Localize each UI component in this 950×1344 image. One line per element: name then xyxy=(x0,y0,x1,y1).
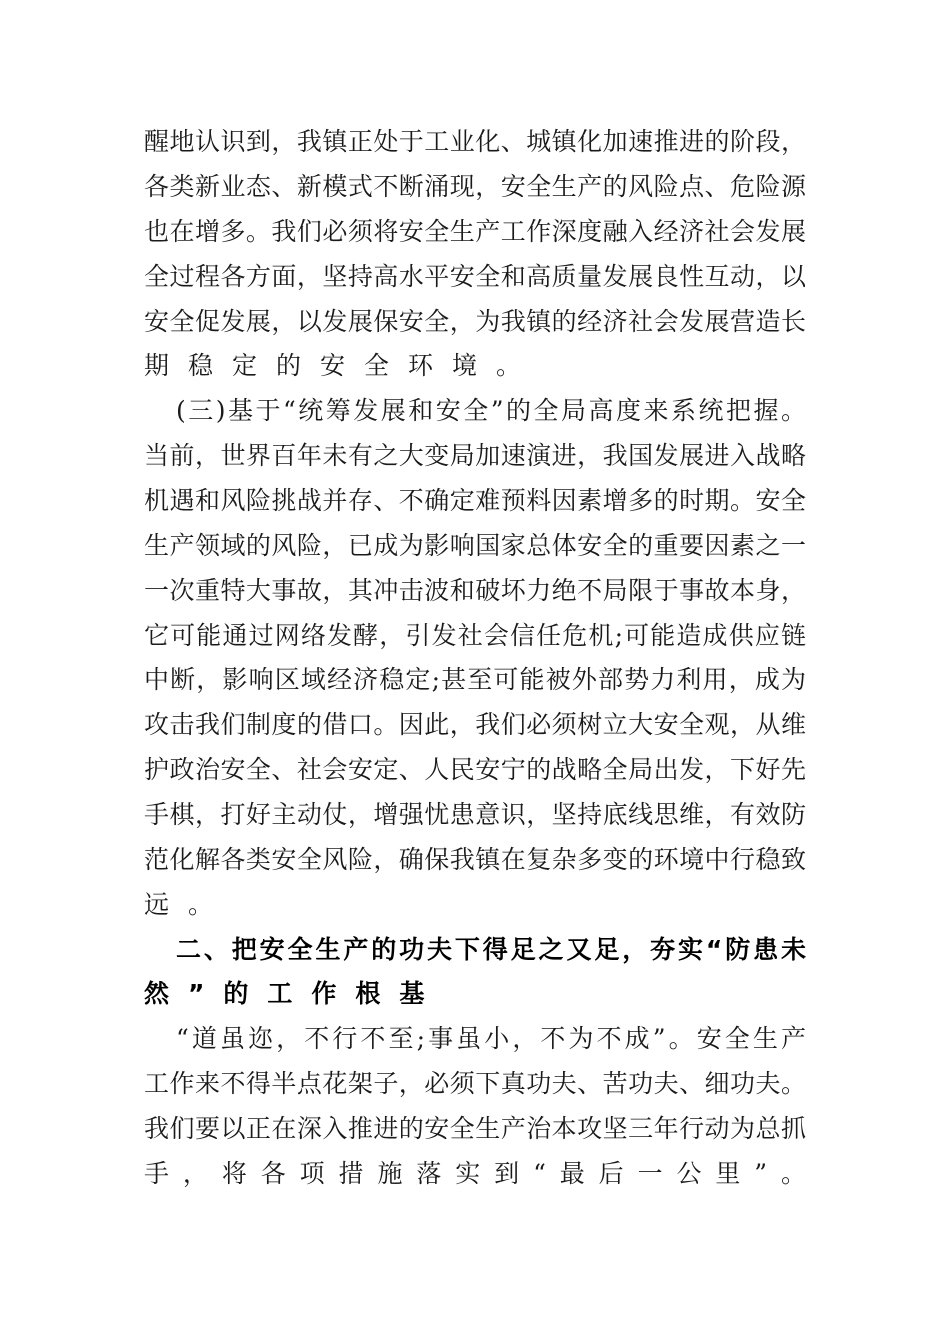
text-line: 它可能通过网络发酵，引发社会信任危机;可能造成供应链 xyxy=(144,621,806,650)
text-line: “道虽迩，不行不至;事虽小，不为不成”。安全生产 xyxy=(176,1024,806,1053)
text-line: 范化解各类安全风险，确保我镇在复杂多变的环境中行稳致 xyxy=(144,845,806,874)
text-line: 当前，世界百年未有之大变局加速演进，我国发展进入战略 xyxy=(144,441,806,470)
text-line: 护政治安全、社会安定、人民安宁的战略全局出发，下好先 xyxy=(144,755,806,784)
text-line: 机遇和风险挑战并存、不确定难预料因素增多的时期。安全 xyxy=(144,486,806,515)
text-line: 然”的工作根基 xyxy=(144,979,444,1008)
text-line: 安全促发展，以发展保安全，为我镇的经济社会发展营造长 xyxy=(144,307,806,336)
text-line: 攻击我们制度的借口。因此，我们必须树立大安全观，从维 xyxy=(144,710,806,739)
text-line: 醒地认识到，我镇正处于工业化、城镇化加速推进的阶段， xyxy=(144,127,806,156)
text-line: 各类新业态、新模式不断涌现，安全生产的风险点、危险源 xyxy=(144,172,806,201)
text-line: 中断，影响区域经济稳定;甚至可能被外部势力利用，成为 xyxy=(144,665,806,694)
text-line: 我们要以正在深入推进的安全生产治本攻坚三年行动为总抓 xyxy=(144,1114,806,1143)
text-line: 二、把安全生产的功夫下得足之又足，夯实“防患未 xyxy=(176,935,806,964)
text-line: 生产领域的风险，已成为影响国家总体安全的重要因素之一 xyxy=(144,531,806,560)
text-line: 工作来不得半点花架子，必须下真功夫、苦功夫、细功夫。 xyxy=(144,1069,806,1098)
text-line: 手，将各项措施落实到“最后一公里”。 xyxy=(144,1159,806,1188)
text-line: (三)基于“统筹发展和安全”的全局高度来系统把握。 xyxy=(176,396,806,425)
text-line: 远。 xyxy=(144,890,233,919)
text-line: 手棋，打好主动仗，增强忧患意识，坚持底线思维，有效防 xyxy=(144,800,806,829)
text-line: 一次重特大事故，其冲击波和破坏力绝不局限于事故本身， xyxy=(144,576,806,605)
text-line: 期稳定的安全环境。 xyxy=(144,351,541,380)
text-line: 也在增多。我们必须将安全生产工作深度融入经济社会发展 xyxy=(144,217,806,246)
text-line: 全过程各方面，坚持高水平安全和高质量发展良性互动，以 xyxy=(144,262,806,291)
